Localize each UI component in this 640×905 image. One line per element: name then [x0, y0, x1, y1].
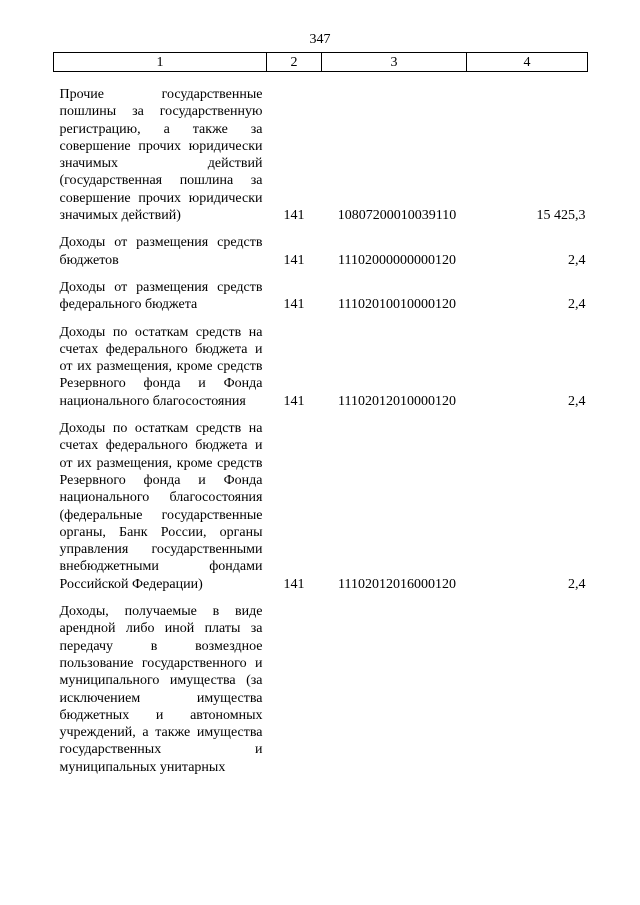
amount-cell: 2,4: [568, 252, 586, 268]
admin-code-cell: 141: [283, 576, 305, 592]
table-row: [54, 603, 588, 776]
admin-code-cell: 141: [283, 252, 305, 268]
classification-code-cell: 11102000000000120: [338, 252, 456, 268]
column-header-1: 1: [54, 53, 267, 72]
classification-code-cell: 11102012016000120: [338, 576, 456, 592]
table-row: [54, 234, 588, 279]
table-row: [54, 72, 588, 235]
classification-code-cell: [322, 603, 467, 776]
amount-cell: 2,4: [568, 297, 586, 313]
amount-cell: 15 425,3: [536, 208, 586, 224]
classification-code-cell: 11102012010000120: [338, 393, 456, 409]
amount-cell: 2,4: [568, 576, 586, 592]
revenue-name-cell: Доходы от размещения средств бюджетов: [59, 235, 263, 268]
admin-code-cell: 141: [283, 208, 305, 224]
table-row: [54, 324, 588, 420]
classification-code-cell: 10807200010039110: [337, 208, 457, 224]
page-number: 347: [309, 32, 331, 47]
revenue-name-cell: Доходы, получаемые в виде арендной либо иной платы за передачу в возмездное пользование государственного и муниципального имущества (за исключением имущества бюджетных и автономных учреждений, а также имущества государственных и муниципальных унитарных: [59, 604, 263, 775]
admin-code-cell: 141: [283, 393, 305, 409]
amount-cell: [467, 603, 588, 776]
amount-cell: 2,4: [568, 393, 586, 409]
revenue-name-cell: Доходы по остаткам средств на счетах федерального бюджета и от их размещения, кроме средств Резервного фонда и Фонда национального благосостояния: [59, 324, 263, 409]
table-header-row: [54, 53, 588, 72]
column-header-4: 4: [467, 53, 588, 72]
revenue-name-cell: Доходы по остаткам средств на счетах федерального бюджета и от их размещения, кроме средств Резервного фонда и Фонда национального благосостояния (федеральные государственные органы, Банк России, органы управления государственными внебюджетными фондами Российской Федерации): [59, 421, 263, 592]
table-row: [54, 279, 588, 324]
table-row: [54, 420, 588, 603]
column-header-2: 2: [267, 53, 322, 72]
column-header-3: 3: [322, 53, 467, 72]
revenue-name-cell: Доходы от размещения средств федерального бюджета: [59, 279, 263, 313]
revenue-name-cell: Прочие государственные пошлины за государственную регистрацию, а также за совершение прочих юридически значимых действий (государственная пошлина за совершение прочих юридически значимых действий): [59, 87, 263, 224]
admin-code-cell: 141: [283, 297, 305, 313]
revenue-table: [53, 52, 588, 776]
classification-code-cell: 11102010010000120: [338, 297, 456, 313]
admin-code-cell: [267, 603, 322, 776]
